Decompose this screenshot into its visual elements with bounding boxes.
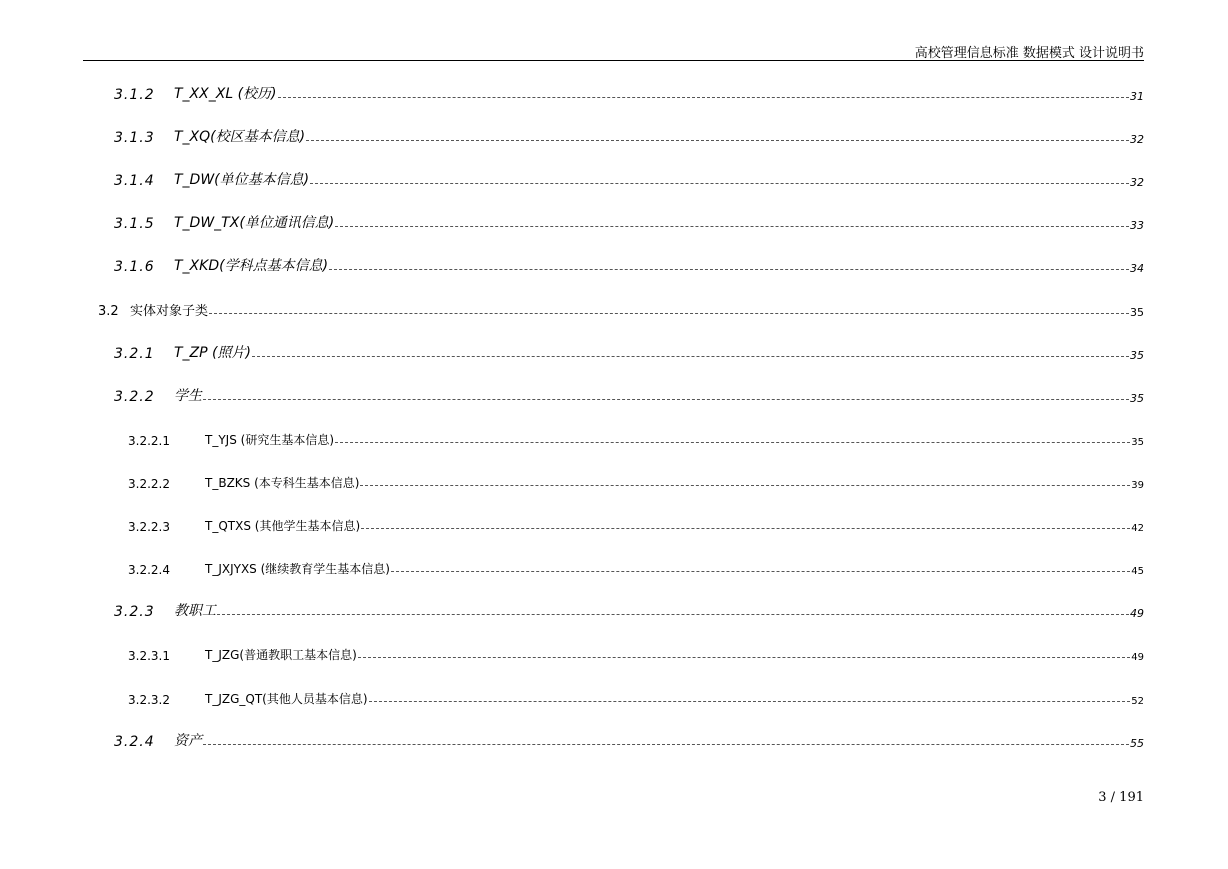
- toc-dot-leader: [217, 614, 1129, 615]
- toc-entry-page: 42: [1131, 523, 1144, 534]
- toc-entry-title: T_QTXS (其他学生基本信息): [205, 519, 361, 533]
- toc-entry-page: 31: [1130, 90, 1144, 103]
- toc-entry-number: 3.1.4: [114, 173, 155, 189]
- toc-dot-leader: [335, 442, 1130, 443]
- toc-dot-leader: [310, 183, 1129, 184]
- toc-entry[interactable]: [128, 428, 1144, 448]
- toc-dot-leader: [278, 97, 1130, 98]
- toc-entry-title: T_JZG(普通教职工基本信息): [205, 648, 357, 662]
- document-header-title: 高校管理信息标准 数据模式 设计说明书: [914, 46, 1144, 61]
- toc-entry-page: 32: [1130, 176, 1144, 189]
- toc-entry[interactable]: [128, 557, 1144, 577]
- toc-entry-number: 3.2.2.4: [128, 563, 170, 577]
- toc-dot-leader: [361, 528, 1130, 529]
- toc-entry-number: 3.1.2: [114, 87, 155, 103]
- toc-entry-page: 33: [1130, 219, 1144, 232]
- toc-entry-number: 3.2.3.2: [128, 693, 170, 707]
- toc-entry-number: 3.2.3: [114, 604, 155, 620]
- toc-dot-leader: [360, 485, 1130, 486]
- toc-entry-title: 学生: [174, 388, 202, 404]
- toc-entry-number: 3.2.2.1: [128, 434, 170, 448]
- toc-entry-number: 3.2.2.3: [128, 520, 170, 534]
- header-divider: [83, 60, 1144, 61]
- toc-entry-title: T_YJS (研究生基本信息): [205, 433, 334, 447]
- toc-entry-title: T_XX_XL (校历): [174, 86, 277, 102]
- toc-entry-number: 3.1.5: [114, 216, 155, 232]
- page-number-indicator: 3 / 191: [1098, 790, 1144, 805]
- toc-entry-page: 35: [1130, 349, 1144, 362]
- toc-dot-leader: [203, 744, 1129, 745]
- toc-entry-title: T_DW_TX(单位通讯信息): [174, 215, 335, 231]
- toc-dot-leader: [306, 140, 1129, 141]
- toc-entry-title: T_ZP (照片): [174, 345, 251, 361]
- toc-entry-title: T_JXJYXS (继续教育学生基本信息): [205, 562, 390, 576]
- toc-entry[interactable]: [114, 212, 1144, 232]
- toc-entry-number: 3.1.6: [114, 259, 155, 275]
- toc-dot-leader: [369, 701, 1131, 702]
- toc-entry-number: 3.2.2: [114, 389, 155, 405]
- toc-entry[interactable]: [114, 342, 1144, 362]
- toc-entry[interactable]: [114, 385, 1144, 405]
- toc-entry[interactable]: [128, 514, 1144, 534]
- toc-entry-title: T_BZKS (本专科生基本信息): [205, 476, 360, 490]
- toc-entry-title: 实体对象子类: [130, 304, 209, 319]
- toc-dot-leader: [252, 356, 1129, 357]
- toc-entry[interactable]: [128, 643, 1144, 663]
- toc-entry-page: 45: [1131, 566, 1144, 577]
- toc-dot-leader: [209, 313, 1129, 314]
- toc-entry-number: 3.1.3: [114, 130, 155, 146]
- toc-entry-title: T_DW(单位基本信息): [174, 172, 310, 188]
- toc-entry[interactable]: [98, 299, 1144, 319]
- toc-entry-page: 35: [1130, 306, 1144, 319]
- toc-entry[interactable]: [114, 255, 1144, 275]
- toc-entry[interactable]: [114, 600, 1144, 620]
- toc-dot-leader: [203, 399, 1129, 400]
- toc-dot-leader: [329, 269, 1129, 270]
- toc-entry[interactable]: [128, 687, 1144, 707]
- toc-entry-page: 32: [1130, 133, 1144, 146]
- toc-entry[interactable]: [114, 126, 1144, 146]
- toc-entry-title: T_JZG_QT(其他人员基本信息): [205, 692, 368, 706]
- toc-entry-title: 教职工: [174, 603, 216, 619]
- toc-entry-title: T_XQ(校区基本信息): [174, 129, 306, 145]
- toc-entry-page: 49: [1131, 652, 1144, 663]
- toc-entry-number: 3.2.3.1: [128, 649, 170, 663]
- toc-entry-page: 49: [1130, 607, 1144, 620]
- toc-entry-title: 资产: [174, 733, 202, 749]
- toc-entry-number: 3.2.1: [114, 346, 155, 362]
- toc-dot-leader: [358, 657, 1131, 658]
- toc-entry[interactable]: [114, 83, 1144, 103]
- toc-entry-page: 52: [1131, 696, 1144, 707]
- toc-entry-page: 35: [1130, 392, 1144, 405]
- toc-dot-leader: [391, 571, 1130, 572]
- toc-entry-title: T_XKD(学科点基本信息): [174, 258, 329, 274]
- toc-entry-page: 55: [1130, 737, 1144, 750]
- toc-entry[interactable]: [128, 471, 1144, 491]
- toc-entry-page: 39: [1131, 480, 1144, 491]
- toc-entry-number: 3.2.4: [114, 734, 155, 750]
- toc-entry-page: 35: [1131, 437, 1144, 448]
- toc-dot-leader: [335, 226, 1129, 227]
- toc-entry-page: 34: [1130, 262, 1144, 275]
- toc-entry-number: 3.2: [98, 304, 119, 319]
- toc-entry[interactable]: [114, 730, 1144, 750]
- toc-entry[interactable]: [114, 169, 1144, 189]
- toc-entry-number: 3.2.2.2: [128, 477, 170, 491]
